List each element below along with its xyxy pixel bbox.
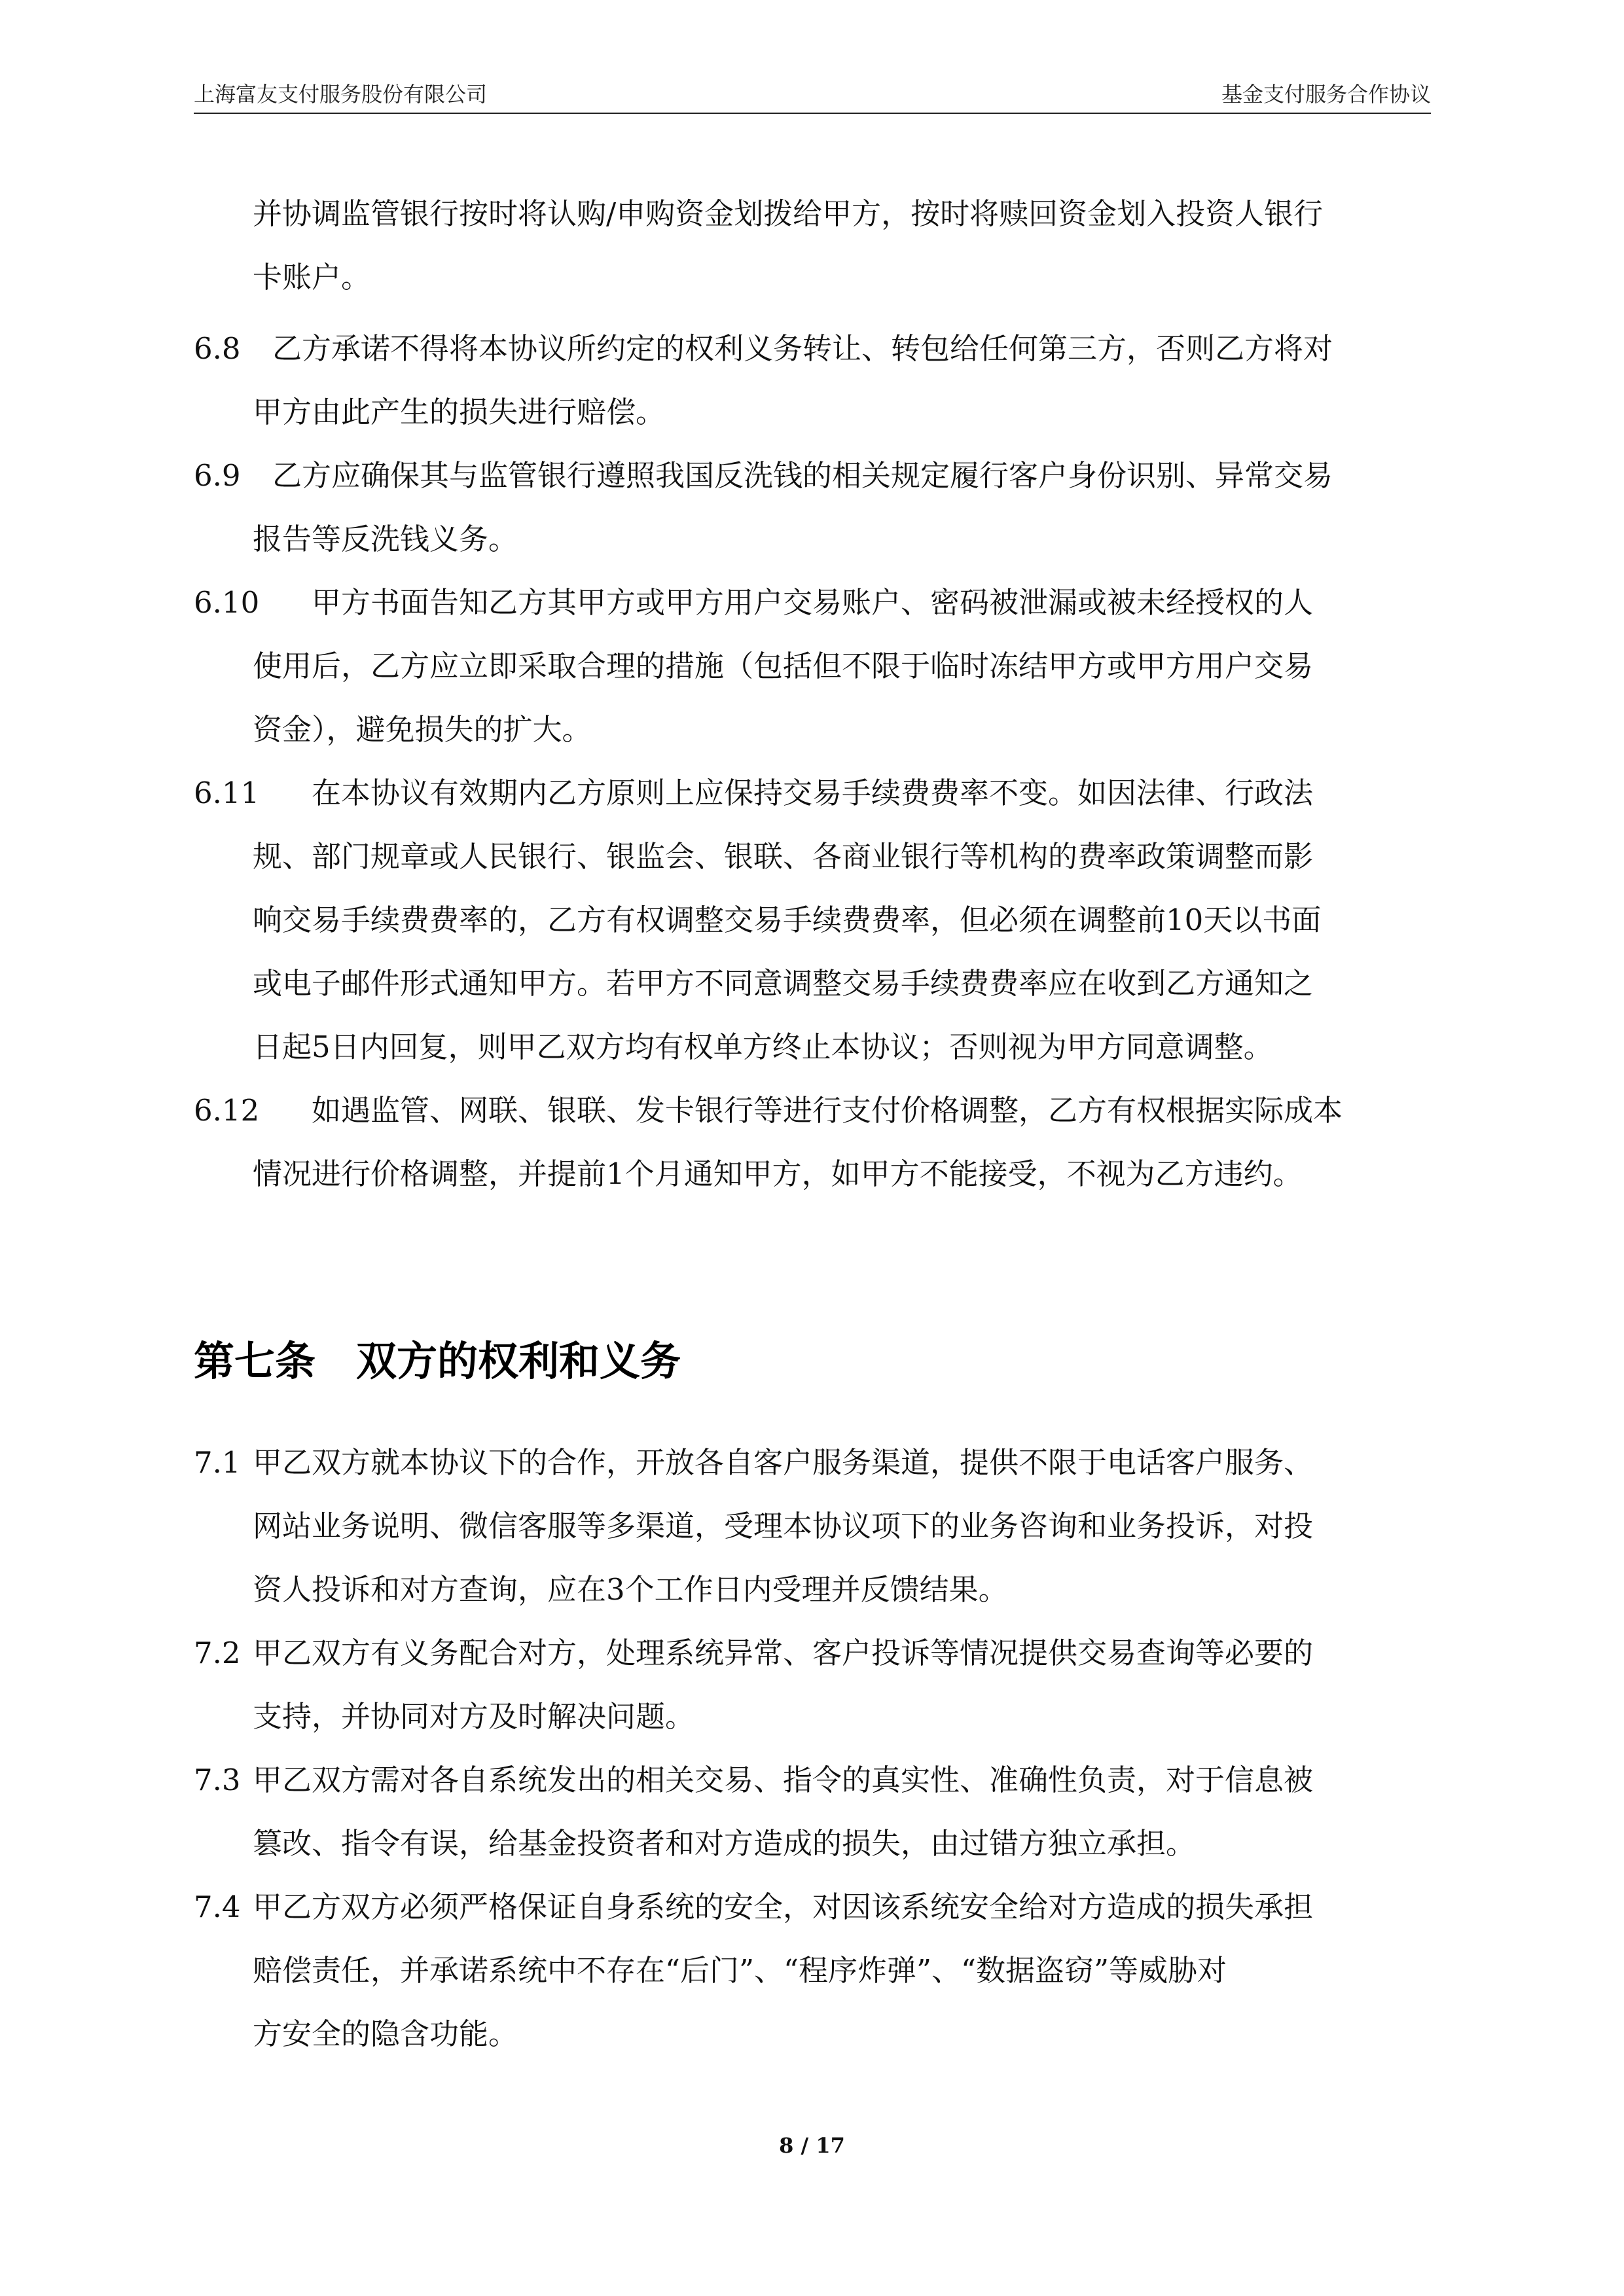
- clause-line: 乙方应确保其与监管银行遵照我国反洗钱的相关规定履行客户身份识别、异常交易: [272, 458, 1333, 493]
- clause-line: 甲方由此产生的损失进行赔偿。: [253, 395, 666, 429]
- clause-line: 支持，并协同对方及时解决问题。: [253, 1699, 695, 1734]
- clause-line: 情况进行价格调整，并提前1个月通知甲方，如甲方不能接受，不视为乙方违约。: [253, 1157, 1303, 1191]
- clause-number: 7.3: [194, 1763, 241, 1797]
- clause-line: 资人投诉和对方查询，应在3个工作日内受理并反馈结果。: [253, 1572, 1008, 1607]
- clause-line: 甲乙双方有义务配合对方，处理系统异常、客户投诉等情况提供交易查询等必要的: [253, 1636, 1314, 1670]
- clause-line: 报告等反洗钱义务。: [253, 522, 518, 556]
- clause-line: 甲方书面告知乙方其甲方或甲方用户交易账户、密码被泄漏或被未经授权的人: [312, 585, 1314, 620]
- page-header: [194, 76, 1431, 114]
- clause-line: 甲乙双方需对各自系统发出的相关交易、指令的真实性、准确性负责，对于信息被: [253, 1763, 1314, 1797]
- header-company-name: 上海富友支付服务股份有限公司: [194, 82, 488, 107]
- clause-line: 赔偿责任，并承诺系统中不存在“后门”、“程序炸弹”、“数据盗窃”等威胁对: [253, 1953, 1227, 1988]
- clause-number: 7.2: [194, 1636, 241, 1670]
- clause-line: 资金），避免损失的扩大。: [253, 712, 592, 747]
- clause-line: 乙方承诺不得将本协议所约定的权利义务转让、转包给任何第三方，否则乙方将对: [272, 331, 1333, 366]
- clause-number: 6.10: [194, 585, 260, 620]
- clause-number: 6.8: [194, 331, 241, 366]
- clause-line: 甲乙方双方必须严格保证自身系统的安全，对因该系统安全给对方造成的损失承担: [253, 1890, 1314, 1924]
- clause-line: 规、部门规章或人民银行、银监会、银联、各商业银行等机构的费率政策调整而影: [253, 839, 1314, 874]
- page-number: 8 / 17: [779, 2133, 845, 2158]
- clause-line: 使用后，乙方应立即采取合理的措施（包括但不限于临时冻结甲方或甲方用户交易: [253, 649, 1314, 683]
- clause-line: 或电子邮件形式通知甲方。若甲方不同意调整交易手续费费率应在收到乙方通知之: [253, 966, 1314, 1001]
- clause-line: 甲乙双方就本协议下的合作，开放各自客户服务渠道，提供不限于电话客户服务、: [253, 1445, 1314, 1480]
- header-document-title: 基金支付服务合作协议: [1221, 82, 1431, 107]
- clause-number: 6.11: [194, 776, 260, 810]
- clause-line: 日起5日内回复，则甲乙双方均有权单方终止本协议；否则视为甲方同意调整。: [253, 1030, 1273, 1064]
- clause-number: 6.9: [194, 458, 241, 493]
- clause-line: 篡改、指令有误，给基金投资者和对方造成的损失，由过错方独立承担。: [253, 1826, 1196, 1861]
- continuation-line: 并协调监管银行按时将认购/申购资金划拨给甲方，按时将赎回资金划入投资人银行: [253, 196, 1324, 231]
- clause-number: 6.12: [194, 1093, 260, 1128]
- clause-line: 在本协议有效期内乙方原则上应保持交易手续费费率不变。如因法律、行政法: [312, 776, 1314, 810]
- section-heading: 第七条 双方的权利和义务: [194, 1337, 681, 1385]
- clause-line: 网站业务说明、微信客服等多渠道，受理本协议项下的业务咨询和业务投诉，对投: [253, 1509, 1314, 1543]
- continuation-line: 卡账户。: [253, 260, 371, 295]
- clause-number: 7.1: [194, 1445, 241, 1480]
- clause-line: 方安全的隐含功能。: [253, 2017, 518, 2051]
- clause-number: 7.4: [194, 1890, 241, 1924]
- clause-line: 响交易手续费费率的，乙方有权调整交易手续费费率，但必须在调整前10天以书面: [253, 903, 1322, 937]
- clause-line: 如遇监管、网联、银联、发卡银行等进行支付价格调整，乙方有权根据实际成本: [312, 1093, 1343, 1128]
